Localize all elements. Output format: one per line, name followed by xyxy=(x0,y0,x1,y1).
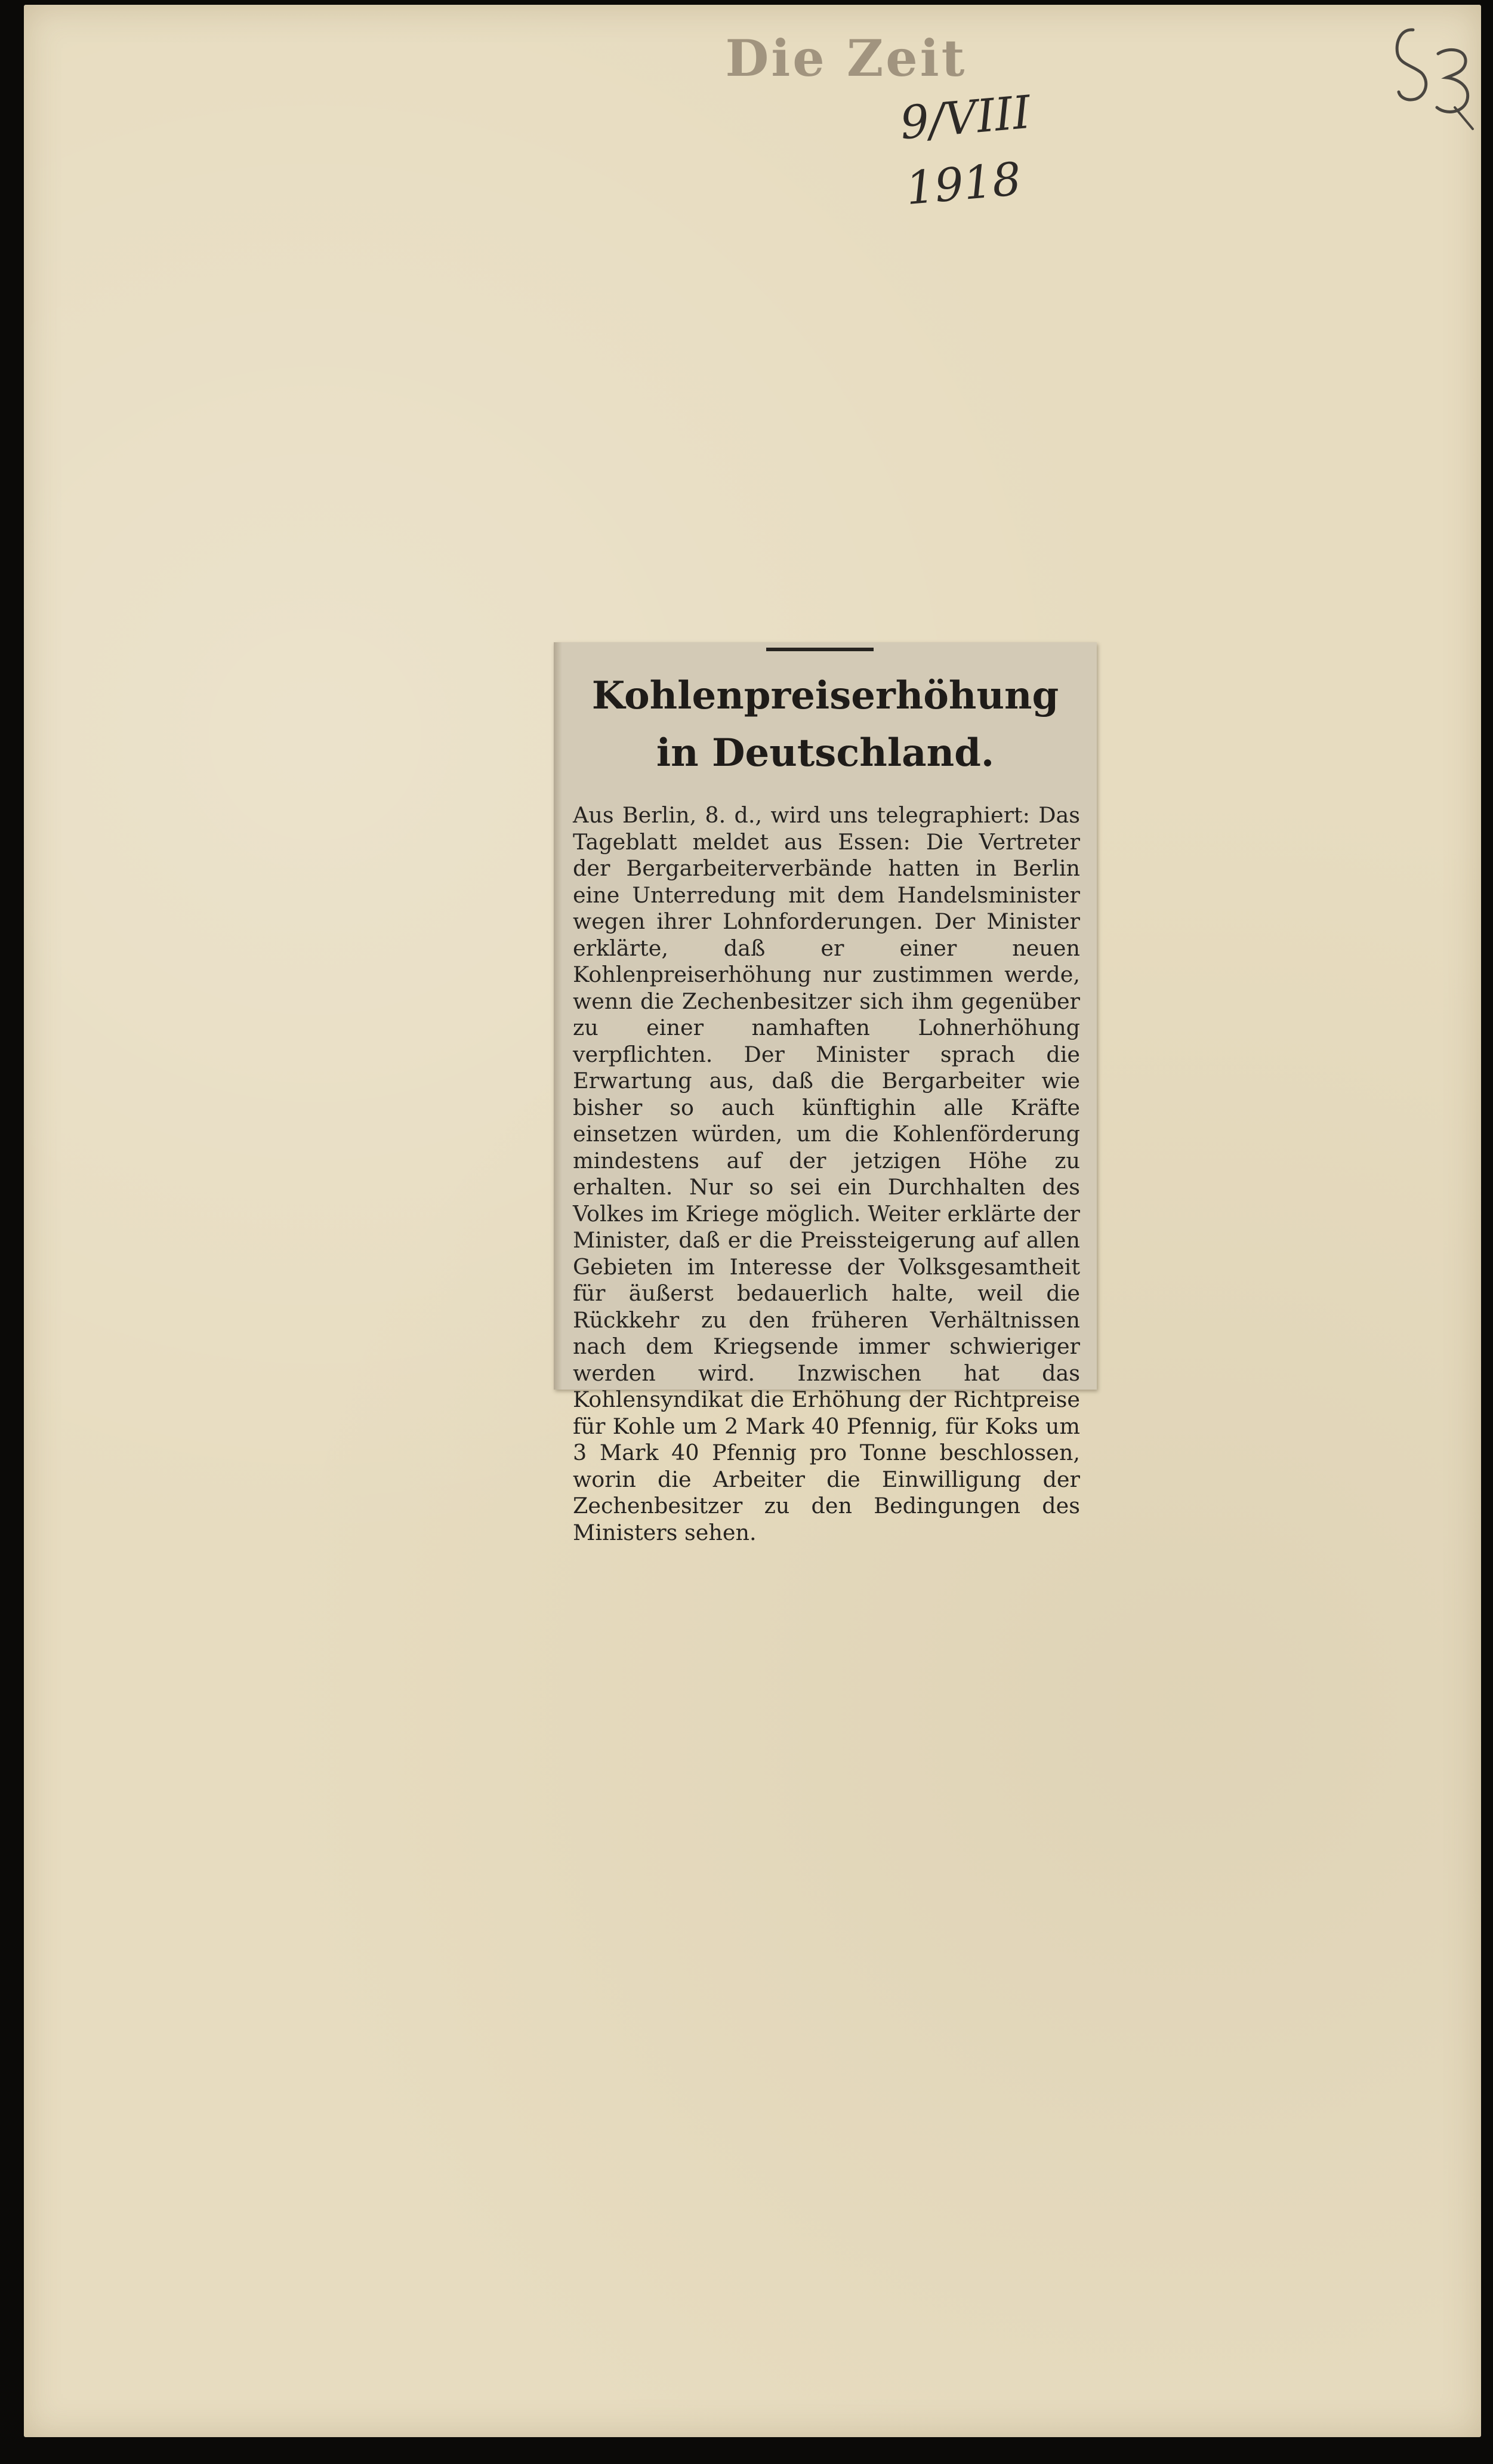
newspaper-clipping xyxy=(554,642,1097,1545)
clipping-torn-edge xyxy=(554,642,562,1390)
handwritten-date: 9/VIII 1918 xyxy=(897,85,1033,215)
newspaper-stamp: Die Zeit xyxy=(725,29,967,88)
archive-sheet xyxy=(24,5,1481,2437)
handwritten-page-number xyxy=(1371,18,1485,131)
article-title: Kohlenpreiserhöhung in Deutschland. xyxy=(591,673,1059,775)
clipping-rule xyxy=(766,648,874,651)
article-body: Aus Berlin, 8. d., wird uns telegraphiert: Das Tageblatt meldet aus Essen: Die Vertreter der Bergarbeiterverbände hatten in Berlin eine Unterredung mit dem Handelsminister wegen ihrer Lohnforderungen. Der Minister erklärte, daß er einer neuen Kohlenpreiserhöhung nur zustimmen werde, wenn die Zechenbesitzer sich ihm gegenüber zu einer namhaften Lohnerhöhung verpflichten. Der Minister sprach die Erwartung aus, daß die Bergarbeiter wie bisher so auch künftighin alle Kräfte einsetzen würden, um die Kohlenförderung mindestens auf der jetzigen Höhe zu erhalten. Nur so sei ein Durchhalten des Volkes im Kriege möglich. Weiter erklärte der Minister, daß er die Preissteigerung auf allen Gebieten im Interesse der Volksgesamtheit für äußerst bedauerlich halte, weil die Rückkehr zu den früheren Verhältnissen nach dem Kriegsende immer schwieriger werden wird. Inzwischen hat das Kohlensyndikat die Erhöhung der Richtpreise für Kohle um 2 Mark 40 Pfennig, für Koks um 3 Mark 40 Pfennig pro Tonne beschlossen, worin die Arbeiter die Einwilligung der Zechenbesitzer zu den Bedingungen des Ministers sehen. xyxy=(573,802,1080,1545)
